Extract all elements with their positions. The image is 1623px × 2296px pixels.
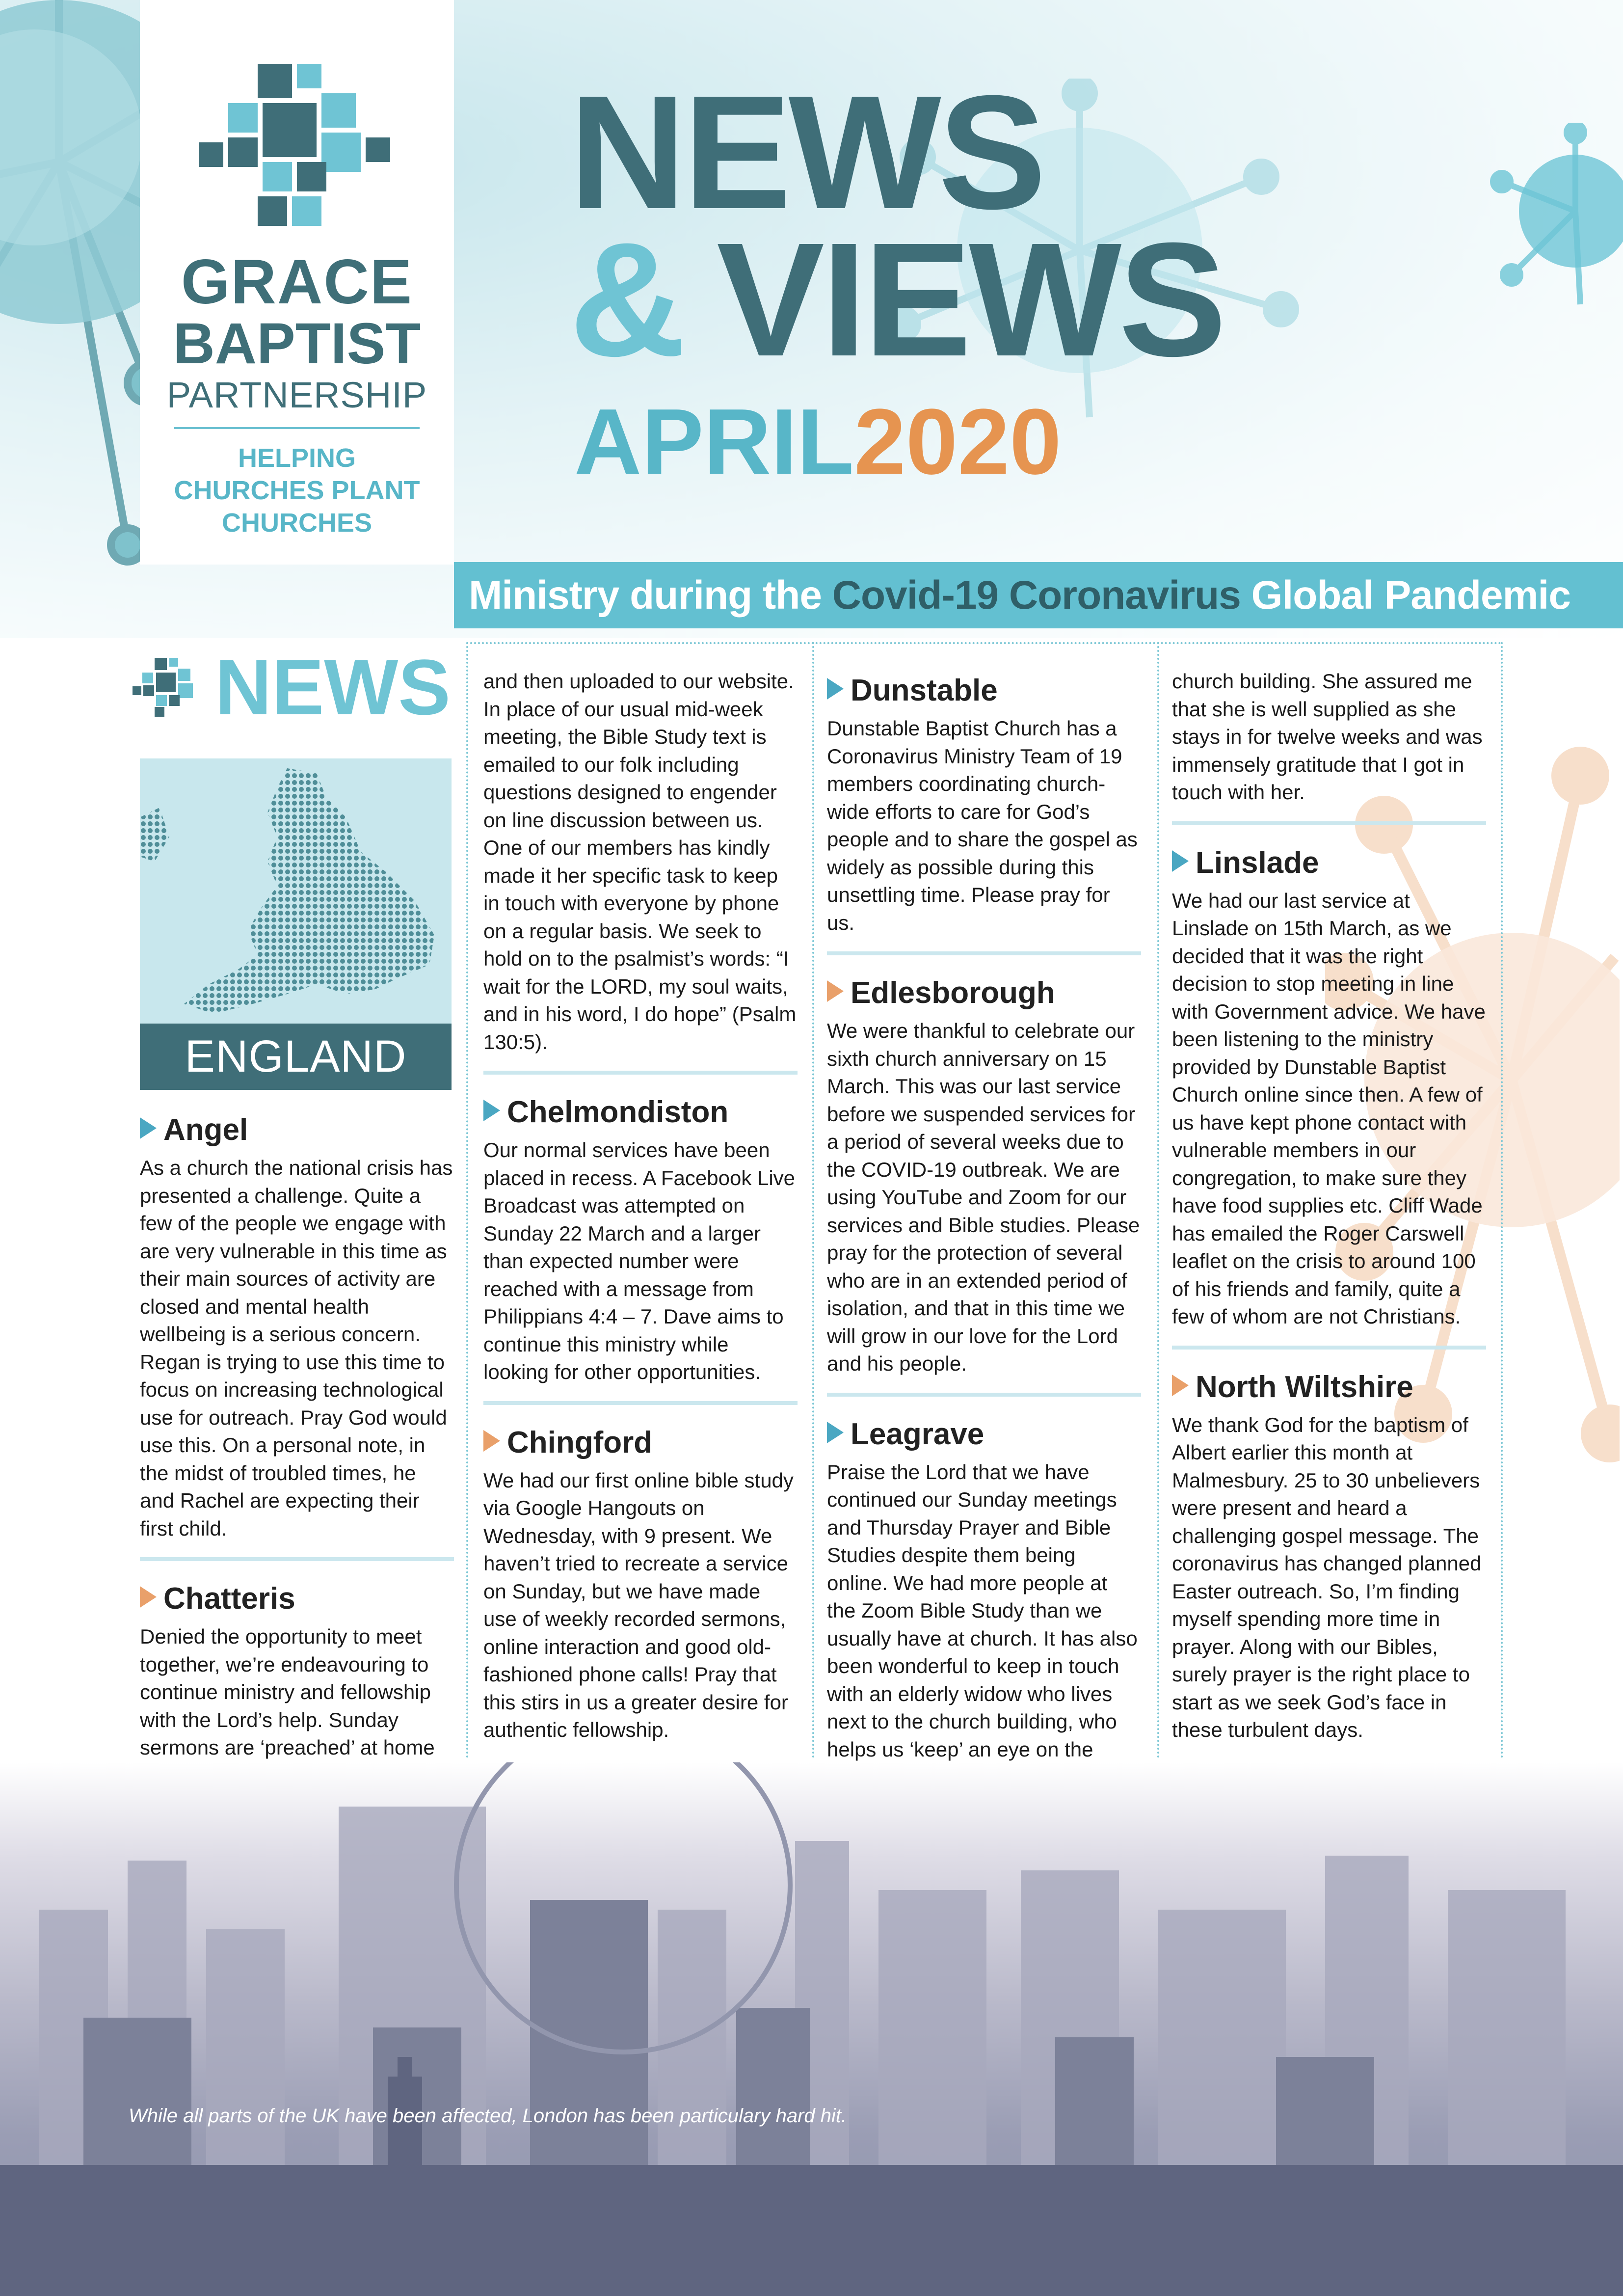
columns-top-border [466,642,1502,644]
column-divider-2 [812,642,814,1759]
article-body: Praise the Lord that we have continued our Sunday meetings and Thursday Prayer and Bible Studies despite them being online. We had more people at the Zoom Bible Study than we usually have at church. It has also been wonderful to keep in touch with an elderly widow who lives next to the church building, who helps us ‘keep’ an eye on the [827,1460,1138,1761]
logo-text-partnership: PARTNERSHIP [166,375,427,415]
article-body: Denied the opportunity to meet together, we’re endeavouring to continue ministry and fellowship with the Lord’s help. Sunday sermons are ‘preached’ at home [140,1625,435,1759]
article-title [140,1581,454,1617]
section-divider [1172,821,1486,825]
london-skyline-photo [0,1762,1623,2296]
article-body: Our normal services have been placed in recess. A Facebook Live Broadcast was attempted on Sunday 22 March and a larger than expected number were reached with a message from Philippians 4:4 – 7. Dave aims to continue this ministry while looking for other opportunities. [483,1138,796,1383]
section-divider [827,1393,1141,1397]
logo-tagline-line1: HELPING [238,443,356,473]
article-body-continued: and then uploaded to our website. In place of our usual mid-week meeting, the Bible Study text is emailed to our folk including questions designed to engender on line discussion between us. One of our members has kindly made it her specific task to keep in touch with everyone by phone on a regular basis. We seek to hold on to the psalmist’s words: “I wait for the LORD, my soul waits, and in his word, I do hope” (Psalm 130:5). [483,670,797,1053]
section-divider [483,1401,798,1405]
article-body: We had our last service at Linslade on 15th March, as we decided that it was the right decision to stop meeting in line with Government advice. We have been listening to the ministry provided by Dunstable Baptist Church online since then. A few of us have kept phone contact with vulnerable members in our congregation, to make sure they have food supplies etc. Cliff Wade has emailed the Roger Carswell leaflet on the crisis to around 100 of his friends and family, quite a few of whom are not Christians. [1172,889,1486,1328]
skyline-silhouette [0,1762,1623,2296]
column-3 [827,673,1141,1763]
bullet-triangle-icon [1172,850,1189,872]
article-title-text: Edlesborough [851,976,1055,1010]
topic-banner [454,562,1623,628]
article-title [483,1425,798,1461]
photo-caption: While all parts of the UK have been affected, London has been particulary hard hit. [129,2105,847,2127]
issue-year: 2020 [854,390,1062,494]
logo-text-grace: GRACE [181,247,413,317]
article-title [827,1416,1141,1453]
grace-logo-icon [199,64,395,231]
article-title-text: Linslade [1196,845,1319,880]
issue-month: APRIL [574,390,854,494]
banner-text-part1: Ministry during the [469,573,832,618]
article-title [1172,1369,1486,1405]
virus-illustration-right [1482,123,1623,329]
article-body-continued: church building. She assured me that she is well supplied as she stays in for twelve weeks and was immensely gratitude that I got in touch with her. [1172,670,1483,804]
logo-tagline-line3: CHURCHES [221,508,372,538]
masthead-news: NEWS [569,61,1043,243]
bullet-triangle-icon [1172,1375,1189,1396]
bullet-triangle-icon [483,1100,500,1121]
logo-text-baptist: BAPTIST [173,311,421,376]
article-title-text: North Wiltshire [1196,1370,1413,1404]
article-body: We thank God for the baptism of Albert earlier this month at Malmesbury. 25 to 30 unbelievers were present and heard a challenging gospel message. The coronavirus has changed planned Easter outreach. So, I’m finding myself spending more time in prayer. Along with our Bibles, surely prayer is the right place to start as we seek God’s face in these turbulent days. [1172,1413,1482,1741]
article-title-text: Chatteris [163,1582,295,1616]
article-title-text: Chelmondiston [507,1095,729,1129]
article-body: We had our first online bible study via Google Hangouts on Wednesday, with 9 present. We haven’t tried to recreate a service on Sunday, but we have made use of weekly recorded sermons, online interaction and good old-fashioned phone calls! Pray that this stirs in us a greater desire for authentic fellowship. [483,1468,794,1741]
column-2 [483,668,798,1744]
column-divider-4 [1501,642,1503,1759]
bullet-triangle-icon [483,1430,500,1452]
banner-text-highlight: Covid-19 Coronavirus [832,573,1241,618]
bullet-triangle-icon [827,678,844,700]
article-title-text: Leagrave [851,1417,984,1451]
england-map-illustration [140,758,452,1024]
bullet-triangle-icon [140,1586,157,1608]
column-1 [140,1112,454,1762]
logo-panel [140,0,454,565]
article-body: We were thankful to celebrate our sixth church anniversary on 15 March. This was our last service before we suspended services for a period of several weeks due to the COVID-19 outbreak. We are using YouTube and Zoom for our services and Bible studies. Please pray for the protection of several who are in an extended period of isolation, and that in this time we will grow in our love for the Lord and his people. [827,1019,1140,1375]
article-title [140,1112,454,1148]
map-caption: ENGLAND [140,1024,452,1090]
section-divider [827,951,1141,955]
column-divider-1 [466,642,468,1759]
bullet-triangle-icon [827,1422,844,1443]
article-body: Dunstable Baptist Church has a Coronavirus Ministry Team of 19 members coordinating church-wide efforts to care for God’s people and to share the gospel as widely as possible during this unsettling time. Please pray for us. [827,717,1138,934]
column-4 [1172,668,1486,1744]
article-title [1172,845,1486,881]
article-title-text: Angel [163,1113,248,1147]
bullet-triangle-icon [140,1117,157,1139]
bullet-triangle-icon [827,980,844,1002]
article-title-text: Dunstable [851,674,998,707]
article-body: As a church the national crisis has presented a challenge. Quite a few of the people we engage with are very vulnerable in this time as their main sources of activity are closed and mental health wellbeing is a serious concern. Regan is trying to use this time to focus on increasing technological use for outreach. Pray God would use this. On a personal note, in the midst of troubled times, he and Rachel are expecting their first child. [140,1156,453,1540]
logo-divider [174,427,420,429]
banner-text [469,571,1570,620]
article-title [827,975,1141,1011]
masthead-ampersand: & [569,209,687,390]
banner-text-part3: Global Pandemic [1240,573,1570,618]
section-divider [1172,1346,1486,1350]
section-divider [140,1557,454,1561]
article-title-text: Chingford [507,1425,653,1459]
news-grid-icon [133,658,201,717]
news-heading-text: NEWS [215,643,451,731]
column-divider-3 [1157,642,1159,1759]
article-title [827,673,1141,709]
article-title [483,1094,798,1131]
section-divider [483,1071,798,1075]
logo-tagline-line2: CHURCHES PLANT [174,476,420,505]
masthead-views: VIEWS [717,209,1224,390]
